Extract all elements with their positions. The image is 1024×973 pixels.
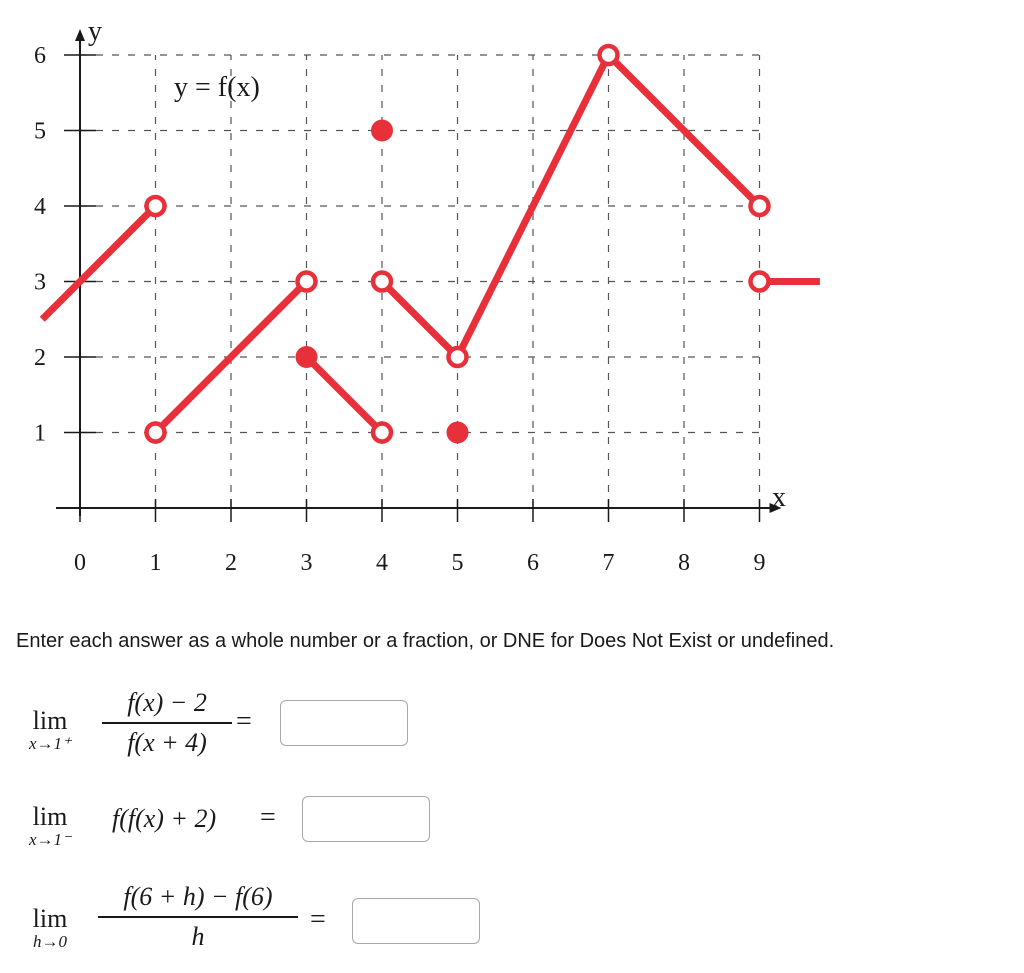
tick-marks xyxy=(64,55,760,522)
x-tick-label: 3 xyxy=(300,550,313,576)
x-tick-label: 8 xyxy=(678,550,690,576)
y-tick-label: 5 xyxy=(34,118,46,145)
x-tick-label: 7 xyxy=(602,550,615,576)
x-tick-label: 2 xyxy=(225,550,237,576)
answer-input-2[interactable] xyxy=(302,796,430,842)
lim-subscript: x→1⁺ xyxy=(28,734,72,753)
denominator: h xyxy=(191,922,205,951)
answer-input-3[interactable] xyxy=(352,898,480,944)
x-tick-label: 9 xyxy=(753,550,766,576)
open-point xyxy=(449,348,467,366)
lim-subscript: x→1⁻ xyxy=(28,830,72,849)
curve-segment xyxy=(42,206,155,319)
function-curve xyxy=(42,55,820,433)
grid xyxy=(80,55,760,508)
problem-1 xyxy=(22,688,442,778)
y-tick-label: 6 xyxy=(34,43,46,69)
open-point xyxy=(298,273,316,291)
closed-point xyxy=(296,346,318,368)
open-point xyxy=(147,197,165,215)
x-tick-label: 0 xyxy=(74,550,86,576)
axes xyxy=(56,29,782,516)
open-point xyxy=(600,46,618,64)
limit-operator xyxy=(22,802,78,850)
lim-word: lim xyxy=(32,802,68,831)
numerator: f(6 + h) − f(6) xyxy=(123,882,273,911)
open-point xyxy=(373,273,391,291)
tick-labels xyxy=(34,43,766,576)
fraction xyxy=(102,688,232,758)
open-point xyxy=(147,424,165,442)
open-point xyxy=(751,197,769,215)
numerator: f(x) − 2 xyxy=(127,688,207,717)
denominator: f(x + 4) xyxy=(127,728,207,757)
y-tick-label: 4 xyxy=(34,194,46,220)
fraction xyxy=(98,882,298,952)
graph-title: y = f(x) xyxy=(174,72,260,103)
limit-expression: f(f(x) + 2) xyxy=(112,804,217,833)
x-axis-label: x xyxy=(772,482,786,513)
x-tick-label: 1 xyxy=(149,550,162,576)
lim-word: lim xyxy=(32,904,68,933)
closed-point xyxy=(371,120,393,142)
y-axis-arrow xyxy=(75,29,85,41)
x-tick-label: 6 xyxy=(527,550,539,576)
problem-3 xyxy=(22,882,502,972)
open-point xyxy=(751,273,769,291)
limit-operator xyxy=(22,706,78,754)
closed-point xyxy=(447,422,469,444)
lim-word: lim xyxy=(32,706,68,735)
x-tick-label: 5 xyxy=(451,550,464,576)
equals-sign: = xyxy=(236,706,252,737)
problem-2 xyxy=(22,796,462,886)
y-tick-label: 1 xyxy=(34,420,46,447)
open-point xyxy=(373,424,391,442)
answer-input-1[interactable] xyxy=(280,700,408,746)
lim-subscript: h→0 xyxy=(33,932,67,951)
equals-sign: = xyxy=(310,904,326,935)
y-tick-label: 3 xyxy=(34,269,46,296)
limit-operator xyxy=(22,904,78,952)
instructions-text: Enter each answer as a whole number or a fraction, or DNE for Does Not Exist or undefined. xyxy=(16,630,835,652)
x-tick-label: 4 xyxy=(376,550,388,576)
y-tick-label: 2 xyxy=(34,345,46,371)
curve-segment xyxy=(307,357,383,433)
equals-sign: = xyxy=(260,802,276,833)
y-axis-label: y xyxy=(88,16,102,47)
